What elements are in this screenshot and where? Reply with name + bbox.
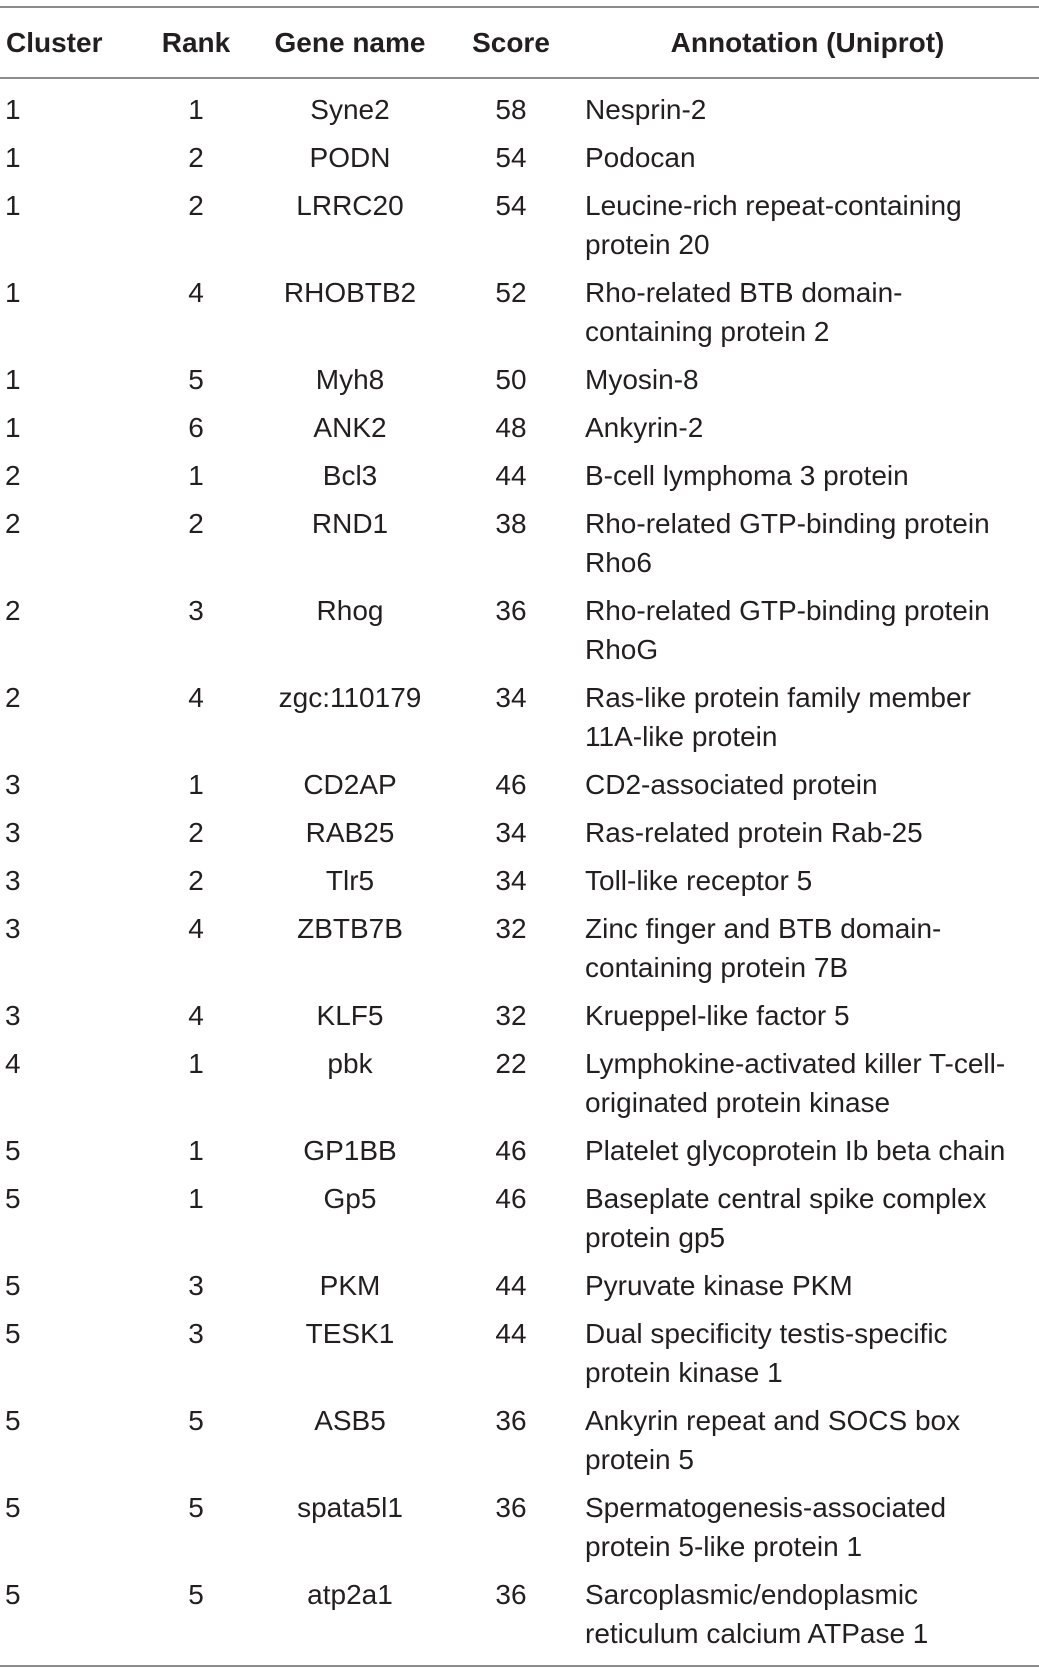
table-row [0,905,1039,992]
cell-gene-name: zgc:110179 [278,682,422,713]
header-score: Score [472,27,550,58]
cell-gene-name: LRRC20 [296,190,404,221]
cell-cluster: 5 [5,1135,21,1166]
table-row [0,1397,1039,1484]
cell-rank: 3 [188,1270,204,1301]
cell-rank: 2 [188,817,204,848]
cell-rank: 1 [188,769,204,800]
table-row [0,1262,1039,1310]
cell-annotation: Toll-like receptor 5 [585,865,813,896]
cell-annotation: Podocan [585,142,696,173]
cell-score: 34 [495,817,527,848]
cell-rank: 2 [188,142,204,173]
cell-annotation: Spermatogenesis-associated protein 5-like protein 1 [585,1492,947,1562]
cell-cluster: 2 [5,460,21,491]
table-row [0,587,1039,674]
cell-score: 50 [495,364,527,395]
cell-score: 44 [495,460,527,491]
table-row [0,78,1039,134]
table-row [0,404,1039,452]
cell-cluster: 5 [5,1492,21,1523]
cell-rank: 4 [188,277,204,308]
cell-score: 48 [495,412,527,443]
cell-annotation: Pyruvate kinase PKM [585,1270,853,1301]
cell-score: 36 [495,595,527,626]
cell-cluster: 5 [5,1405,21,1436]
cell-score: 58 [495,94,527,125]
cell-score: 54 [495,142,527,173]
cell-cluster: 2 [5,682,21,713]
table-row [0,1310,1039,1397]
cell-cluster: 1 [5,190,21,221]
cell-annotation: Leucine-rich repeat-containing protein 20 [585,190,962,260]
cell-rank: 1 [188,1135,204,1166]
cell-score: 46 [495,1183,527,1214]
cell-cluster: 3 [5,1000,21,1031]
cell-annotation: Baseplate central spike complex protein gp5 [585,1183,987,1253]
cell-score: 46 [495,1135,527,1166]
cell-rank: 5 [188,364,204,395]
table-row [0,182,1039,269]
cell-rank: 1 [188,94,204,125]
cell-score: 44 [495,1270,527,1301]
table-row [0,674,1039,761]
cell-rank: 4 [188,1000,204,1031]
cell-gene-name: KLF5 [316,1000,384,1031]
cell-annotation: Rho-related GTP-binding protein RhoG [585,595,990,665]
table-row [0,452,1039,500]
cell-rank: 1 [188,460,204,491]
cell-annotation: Rho-related BTB domain-containing protein 2 [585,277,903,347]
cell-rank: 4 [188,913,204,944]
cell-annotation: Zinc finger and BTB domain-containing protein 7B [585,913,942,983]
cell-gene-name: atp2a1 [307,1579,393,1610]
cell-score: 32 [495,913,527,944]
cell-score: 34 [495,865,527,896]
cell-rank: 3 [188,1318,204,1349]
gene-ranking-table [0,6,1039,1667]
cell-score: 36 [495,1405,527,1436]
cell-gene-name: TESK1 [305,1318,395,1349]
cell-cluster: 1 [5,277,21,308]
cell-rank: 6 [188,412,204,443]
cell-cluster: 1 [5,364,21,395]
cell-gene-name: pbk [327,1048,373,1079]
header-rank: Rank [161,27,231,58]
cell-cluster: 5 [5,1579,21,1610]
table-row [0,134,1039,182]
cell-annotation: Platelet glycoprotein Ib beta chain [585,1135,1006,1166]
table-row [0,809,1039,857]
cell-cluster: 5 [5,1318,21,1349]
table-body [0,78,1039,1666]
cell-cluster: 5 [5,1270,21,1301]
cell-rank: 2 [188,865,204,896]
cell-cluster: 3 [5,817,21,848]
cell-annotation: Nesprin-2 [585,94,707,125]
cell-gene-name: CD2AP [303,769,397,800]
cell-cluster: 1 [5,412,21,443]
cell-gene-name: Gp5 [323,1183,377,1214]
table-row [0,269,1039,356]
cell-gene-name: PODN [309,142,391,173]
cell-score: 44 [495,1318,527,1349]
cell-cluster: 1 [5,94,21,125]
cell-annotation: CD2-associated protein [585,769,878,800]
cell-cluster: 2 [5,595,21,626]
cell-score: 36 [495,1492,527,1523]
cell-rank: 5 [188,1405,204,1436]
cell-annotation: Ankyrin-2 [585,412,704,443]
cell-score: 38 [495,508,527,539]
cell-annotation: Myosin-8 [585,364,699,395]
cell-annotation: Lymphokine-activated killer T-cell-originated protein kinase [585,1048,1006,1118]
table-header [0,7,1039,78]
cell-rank: 2 [188,190,204,221]
cell-annotation: Ras-like protein family member 11A-like protein [585,682,971,752]
cell-gene-name: Rhog [316,595,384,626]
cell-cluster: 4 [5,1048,21,1079]
cell-gene-name: PKM [319,1270,381,1301]
header-cluster: Cluster [6,27,103,58]
table-row [0,761,1039,809]
cell-gene-name: spata5l1 [297,1492,403,1523]
cell-gene-name: Syne2 [310,94,390,125]
cell-gene-name: Tlr5 [325,865,375,896]
table-row [0,1127,1039,1175]
table-row [0,1484,1039,1571]
cell-rank: 2 [188,508,204,539]
cell-annotation: Rho-related GTP-binding protein Rho6 [585,508,990,578]
cell-rank: 1 [188,1183,204,1214]
cell-score: 32 [495,1000,527,1031]
table-row [0,500,1039,587]
cell-cluster: 1 [5,142,21,173]
cell-rank: 5 [188,1492,204,1523]
cell-cluster: 3 [5,913,21,944]
cell-annotation: B-cell lymphoma 3 protein [585,460,909,491]
header-annotation: Annotation (Uniprot) [670,27,945,58]
cell-gene-name: Bcl3 [322,460,378,491]
cell-gene-name: ZBTB7B [297,913,403,944]
cell-score: 34 [495,682,527,713]
table-row [0,1571,1039,1666]
cell-annotation: Sarcoplasmic/endoplasmic reticulum calcium ATPase 1 [585,1579,929,1649]
cell-cluster: 5 [5,1183,21,1214]
cell-rank: 5 [188,1579,204,1610]
cell-gene-name: RHOBTB2 [283,277,417,308]
header-gene-name: Gene name [274,27,426,58]
cell-score: 22 [495,1048,527,1079]
cell-gene-name: ASB5 [314,1405,386,1436]
cell-rank: 1 [188,1048,204,1079]
cell-cluster: 3 [5,865,21,896]
cell-gene-name: RND1 [311,508,389,539]
cell-cluster: 2 [5,508,21,539]
table-row [0,1175,1039,1262]
cell-gene-name: Myh8 [315,364,385,395]
table-row [0,857,1039,905]
table-row [0,1040,1039,1127]
header-row [0,7,1039,78]
cell-annotation: Dual specificity testis-specific protein kinase 1 [585,1318,948,1388]
cell-rank: 4 [188,682,204,713]
gene-table-container [0,6,1039,1667]
cell-gene-name: ANK2 [313,412,387,443]
cell-annotation: Ankyrin repeat and SOCS box protein 5 [585,1405,961,1475]
table-row [0,356,1039,404]
cell-rank: 3 [188,595,204,626]
cell-gene-name: RAB25 [305,817,395,848]
cell-annotation: Ras-related protein Rab-25 [585,817,923,848]
cell-gene-name: GP1BB [303,1135,397,1166]
table-row [0,992,1039,1040]
cell-score: 36 [495,1579,527,1610]
cell-score: 52 [495,277,527,308]
cell-annotation: Krueppel-like factor 5 [585,1000,850,1031]
cell-cluster: 3 [5,769,21,800]
cell-score: 46 [495,769,527,800]
cell-score: 54 [495,190,527,221]
